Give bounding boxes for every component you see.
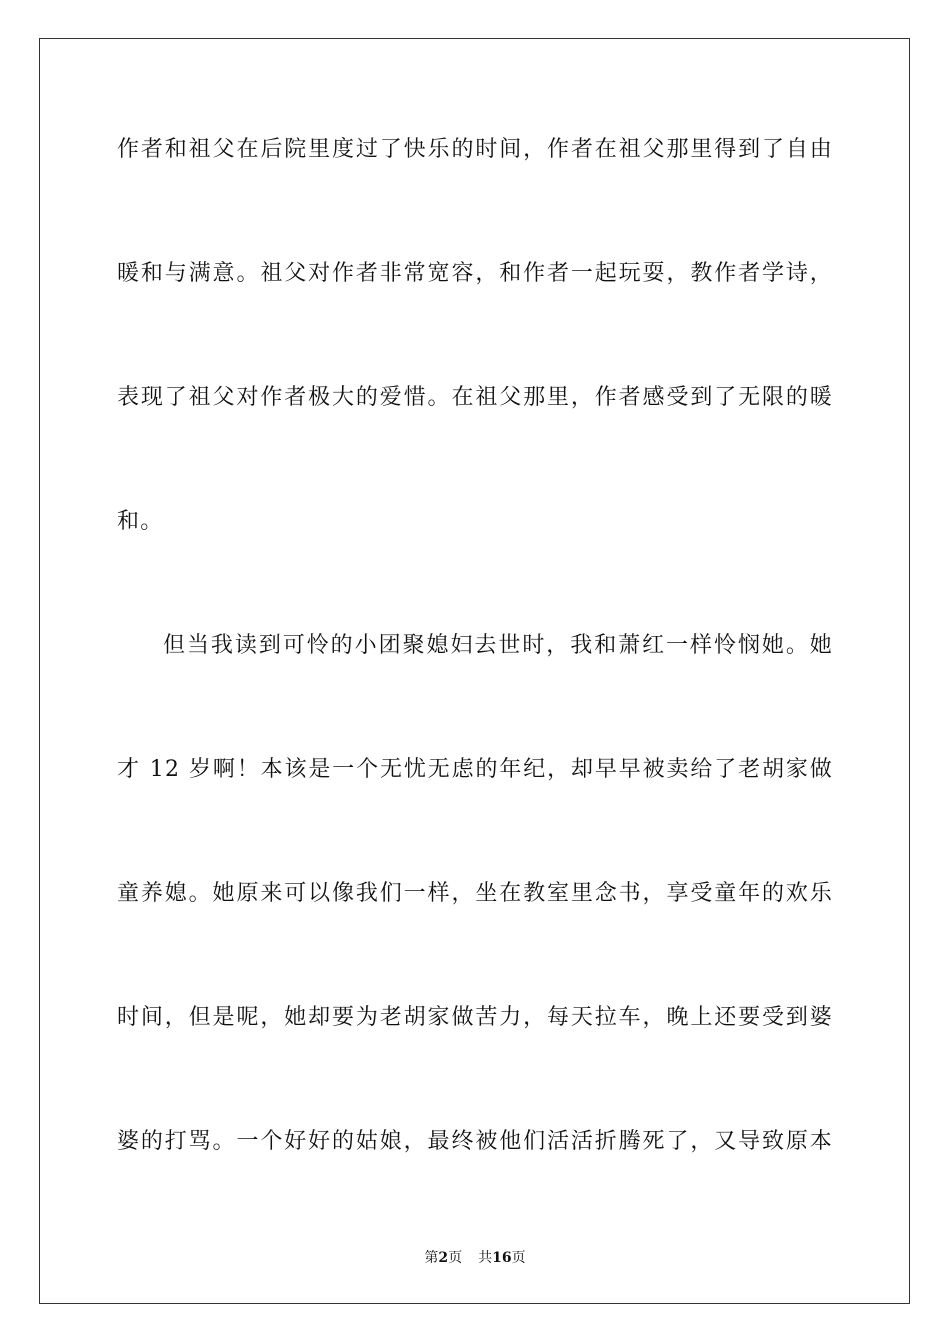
body-line-1: 作者和祖父在后院里度过了快乐的时间，作者在祖父那里得到了自由 [117, 137, 833, 162]
body-line-9: 婆的打骂。一个好好的姑娘，最终被他们活活折腾死了，又导致原本 [117, 1129, 833, 1154]
body-line-8: 时间，但是呢，她却要为老胡家做苦力，每天拉车，晚上还要受到婆 [117, 1005, 833, 1030]
body-line-7: 童养媳。她原来可以像我们一样，坐在教室里念书，享受童年的欢乐 [117, 881, 833, 906]
body-line-4: 和。 [117, 509, 164, 534]
body-line-5: 但当我读到可怜的小团聚媳妇去世时，我和萧红一样怜悯她。她 [163, 633, 833, 658]
footer-total-prefix: 共 [478, 1250, 493, 1266]
body-line-3: 表现了祖父对作者极大的爱惜。在祖父那里，作者感受到了无限的暖 [117, 385, 833, 410]
page-footer [0, 1246, 950, 1270]
footer-total-suffix: 页 [511, 1250, 526, 1266]
page-frame [39, 38, 910, 1304]
footer-page-number: 2 [438, 1250, 449, 1266]
footer-page-prefix: 第 [424, 1250, 439, 1266]
footer-page-suffix: 页 [448, 1250, 463, 1266]
body-line-6: 才 12 岁啊！本该是一个无忧无虑的年纪，却早早被卖给了老胡家做 [117, 757, 833, 782]
body-line-2: 暖和与满意。祖父对作者非常宽容，和作者一起玩耍，教作者学诗， [117, 261, 833, 286]
footer-total-pages: 16 [492, 1250, 512, 1266]
